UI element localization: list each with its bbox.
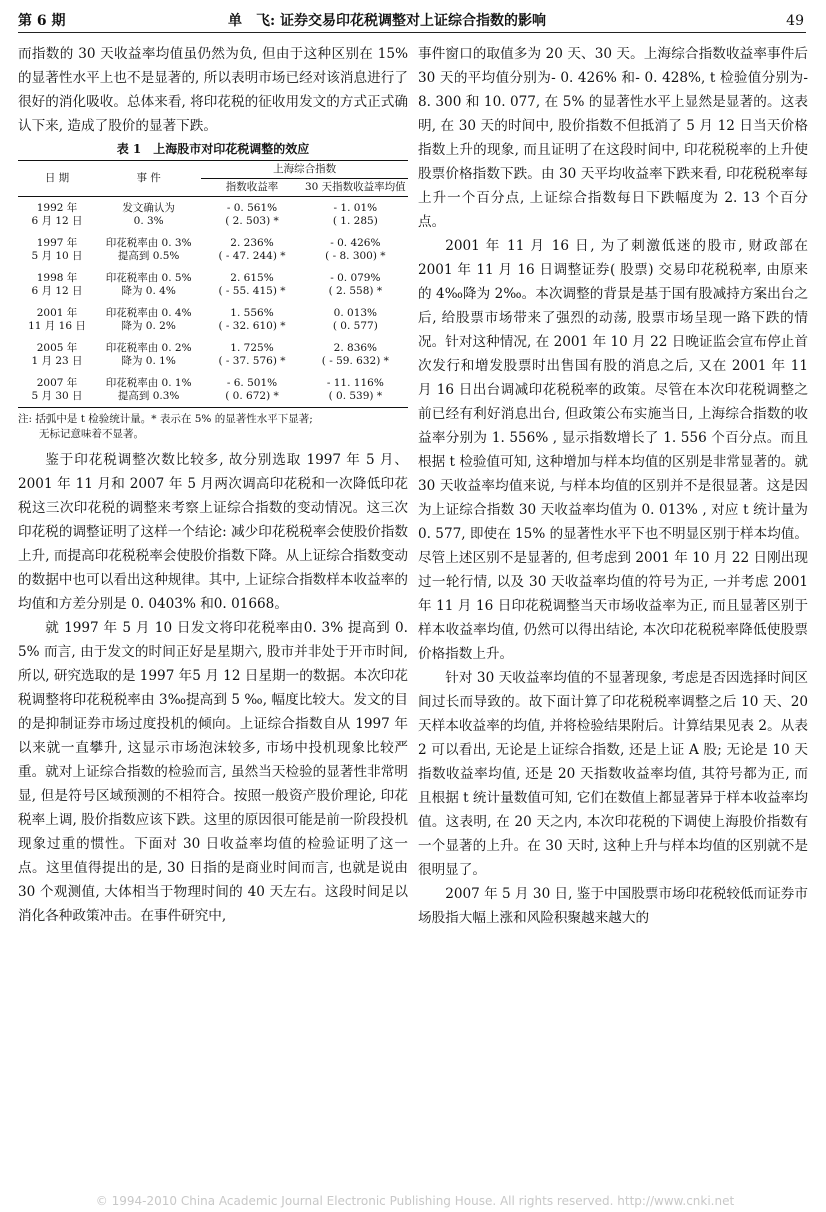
cell-avg [303,267,408,302]
cell-avg-line1: - 0. 426% [330,237,381,249]
table-body [18,197,408,408]
cell-avg-line2: ( 0. 539) * [328,390,383,402]
cell-avg-line2: ( - 8. 300) * [325,250,386,262]
cell-date-line2: 6 月 12 日 [31,285,83,297]
cell-return-line2: ( - 55. 415) * [218,285,286,297]
right-column [418,42,808,930]
cell-event-line2: 降为 0. 2% [121,320,176,332]
cell-event-line2: 0. 3% [133,215,164,227]
cell-return-line2: ( - 47. 244) * [218,250,286,262]
cell-event [96,302,201,337]
paragraph: 事件窗口的取值多为 20 天、30 天。上海综合指数收益率事件后 30 天的平均值分别为- 0. 426% 和- 0. 428%, t 检验值分别为- 8. 300 和 10. 077, 在 5% 的显著性水平上显然是显著的。这表明, 在 30 天的时间中, 股价指数不但抵消了 5 月 12 日当天价格指数上升的现象, 而且证明了在这段时间中, 印花税税率的上升使股票价格指数下跌。由 30 天平均收益率下跌来看, 印花税税率每上升一个百分点, 上证综合指数每日下跌幅度为 2. 13 个百分点。 [418,46,808,230]
paragraph: 针对 30 天收益率均值的不显著现象, 考虑是否因选择时间区间过长而导致的。故下面计算了印花税税率调整之后 10 天、20 天样本收益率的均值, 并将检验结果附后。计算结果见表 2。从表 2 可以看出, 无论是上证综合指数, 还是上证 A 股; 无论是 10 天指数收益率均值, 还是 20 天指数收益率均值, 其符号都为正, 而且根据 t 统计量数值可知, 它们在数值上都显著异于样本收益率均值。这表明, 在 20 天之内, 本次印花税的下调使上海股价指数有一个显著的上升。在 30 天时, 这种上升与样本均值的区别就不是很明显了。 [418,670,808,878]
left-column [18,42,408,928]
table-row [18,302,408,337]
cell-event [96,372,201,408]
cell-return-line2: ( 0. 672) * [225,390,279,402]
col-header-return: 指数收益率 [201,179,302,197]
cell-return-line1: - 0. 561% [226,202,278,214]
cell-event-line2: 提高到 0.3% [117,390,180,402]
cell-avg-line1: - 11. 116% [326,377,384,389]
cell-return-line1: - 6. 501% [226,377,278,389]
cell-avg [303,302,408,337]
cell-return [201,372,302,408]
cell-return-line1: 1. 725% [230,342,274,354]
cell-date-line2: 11 月 16 日 [28,320,86,332]
running-header [18,10,806,33]
cell-return [201,302,302,337]
cell-avg [303,337,408,372]
cell-event-line1: 发文确认为 [122,202,175,214]
cell-avg-line1: 2. 836% [333,342,378,354]
cell-avg-line1: 0. 013% [333,307,378,319]
cell-date-line2: 5 月 30 日 [31,390,83,402]
cell-avg [303,232,408,267]
cell-event [96,232,201,267]
col-header-avg: 30 天指数收益率均值 [303,179,408,197]
page-number: 49 [786,13,804,29]
cell-event-line1: 印花税率由 0. 3% [105,237,192,249]
cell-date-line1: 1992 年 [36,202,78,214]
cell-return [201,197,302,233]
paragraph: 鉴于印花税调整次数比较多, 故分别选取 1997 年 5 月、2001 年 11 月和 2007 年 5 月两次调高印花税和一次降低印花税这三次印花税的调整来考察上证综合指数的变动情况。这三次印花税的调整证明了这样一个结论: 减少印花税税率会使股价指数上升, 而提高印花税税率会使股价指数下降。从上证综合指数变动的数据中也可以看出这种规律。其中, 上证综合指数样本收益率的均值和方差分别是 0. 0403% 和0. 01668。 [18,452,408,612]
cell-event [96,197,201,233]
table-row [18,197,408,233]
paragraph: 而指数的 30 天收益率均值虽仍然为负, 但由于这种区别在 15% 的显著性水平上也不是显著的, 所以表明市场已经对该消息进行了很好的消化吸收。总体来看, 将印花税的征收用发文的方式正式确认下来, 造成了股价的显著下跌。 [18,46,408,134]
cell-event-line2: 降为 0. 1% [121,355,176,367]
cell-date [18,232,96,267]
cell-event-line1: 印花税率由 0. 4% [105,307,192,319]
cell-date-line2: 1 月 23 日 [31,355,83,367]
paragraph: 就 1997 年 5 月 10 日发文将印花税率由0. 3% 提高到 0. 5% 而言, 由于发文的时间正好是星期六, 股市并非处于开市时间, 所以, 研究选取的是 1997 年5 月 12 日星期一的数据。本次印花税调整将印花税税率由 3‰提高到 5 ‰, 幅度比较大。发文的目的是抑制证券市场过度投机的倾向。上证综合指数自从 1997 年以来就一直攀升, 这显示市场泡沫较多, 市场中投机现象比较严重。就对上证综合指数的检验而言, 虽然当天检验的显著性非常明显, 但是符号区域预测的不相符合。按照一般资产股价理论, 印花税率上调, 股价指数应该下跌。这里的原因很可能是前一阶段投机现象过重的惯性。下面对 30 日收益率均值的检验证明了这一点。这里值得提出的是, 30 日指的是商业时间而言, 也就是说由 30 个观测值, 大体相当于物理时间的 40 天左右。这段时间足以消化各种政策冲击。在事件研究中, [18,620,408,924]
data-table [18,160,408,408]
cell-avg-line2: ( 0. 577) [332,320,378,332]
cell-avg-line2: ( - 59. 632) * [321,355,389,367]
cell-date-line2: 6 月 12 日 [31,215,83,227]
col-header-date: 日 期 [18,161,96,197]
article-title: 单 飞: 证券交易印花税调整对上证综合指数的影响 [228,13,547,29]
cell-date [18,197,96,233]
copyright-watermark: © 1994-2010 China Academic Journal Electronic Publishing House. All rights reserved. http://www.cnki.net [95,1194,735,1208]
col-header-event: 事 件 [96,161,201,197]
table-note-line1: 注: 括弧中是 t 检验统计量。* 表示在 5% 的显著性水平下显著; [18,413,313,425]
cell-return-line2: ( - 32. 610) * [218,320,286,332]
table-row [18,232,408,267]
cell-date-line2: 5 月 10 日 [31,250,83,262]
cell-avg [303,197,408,233]
cell-return [201,337,302,372]
issue-number: 第 6 期 [18,13,66,29]
paragraph: 2001 年 11 月 16 日, 为了刺激低迷的股市, 财政部在 2001 年 11 月 16 日调整证券( 股票) 交易印花税税率, 由原来的 4‰降为 2‰。本次调整的背景是基于国有股减持方案出台之后, 给股票市场带来了强烈的动荡, 股票市场呈现一路下跌的情况。针对这种情况, 在 2001 年 10 月 22 日晚证监会宣布停止首次发行和增发股票时出售国有股的消息之后, 又在 2001 年 11 月 16 日出台调减印花税税率的政策。尽管在本次印花税调整之前已经有利好消息出台, 但政策公布实施当日, 上海综合指数的收益率分别为 1. 556% , 显示指数增长了 1. 556 个百分点。而且根据 t 检验值可知, 这种增加与样本均值的区别是非常显著的。就 30 天收益率均值来说, 与样本均值的区别并不是很显著。这是因为上证综合指数 30 天收益率均值为 0. 013% , 对应 t 统计量为 0. 577, 即使在 15% 的显著性水平下也不明显区别于样本均值。尽管上述区别不是显著的, 但考虑到 2001 年 10 月 22 日刚出现过一轮行情, 以及 30 天收益率均值的符号为正, 一并考虑 2001 年 11 月 16 日印花税调整当天市场收益率为正, 而且显著区别于样本收益率均值, 仍然可以得出结论, 本次印花税税率降低使股票价格指数上升。 [418,238,808,662]
table-note-line2: 无标记意味着不显著。 [39,428,144,440]
cell-event-line1: 印花税率由 0. 2% [105,342,192,354]
cell-date-line1: 1997 年 [36,237,78,249]
cell-return-line2: ( - 37. 576) * [218,355,286,367]
cell-return [201,267,302,302]
cell-event [96,337,201,372]
cell-return [201,232,302,267]
paragraph: 2007 年 5 月 30 日, 鉴于中国股票市场印花税较低而证券市场股指大幅上涨和风险积聚越来越大的 [418,886,808,926]
group-header: 上海综合指数 [201,161,408,179]
table-note [18,412,408,442]
cell-return-line1: 2. 236% [230,237,274,249]
cell-event [96,267,201,302]
table-title: 表 1 上海股市对印花税调整的效应 [116,142,310,156]
cell-avg-line2: ( 1. 285) [332,215,378,227]
cell-date-line1: 1998 年 [36,272,78,284]
cell-avg-line1: - 0. 079% [330,272,381,284]
cell-date [18,372,96,408]
cell-date [18,337,96,372]
cell-date [18,302,96,337]
cell-date-line1: 2005 年 [36,342,78,354]
cell-avg [303,372,408,408]
table-row [18,267,408,302]
table-row [18,372,408,408]
cell-event-line1: 印花税率由 0. 1% [105,377,192,389]
cell-date-line1: 2007 年 [36,377,78,389]
cell-avg-line1: - 1. 01% [333,202,378,214]
cell-event-line2: 提高到 0.5% [117,250,180,262]
cell-event-line2: 降为 0. 4% [121,285,176,297]
cell-date-line1: 2001 年 [36,307,78,319]
cell-date [18,267,96,302]
cell-return-line1: 2. 615% [230,272,274,284]
cell-return-line1: 1. 556% [230,307,274,319]
cell-avg-line2: ( 2. 558) * [328,285,383,297]
table-row [18,337,408,372]
cell-event-line1: 印花税率由 0. 5% [105,272,192,284]
cell-return-line2: ( 2. 503) * [225,215,279,227]
